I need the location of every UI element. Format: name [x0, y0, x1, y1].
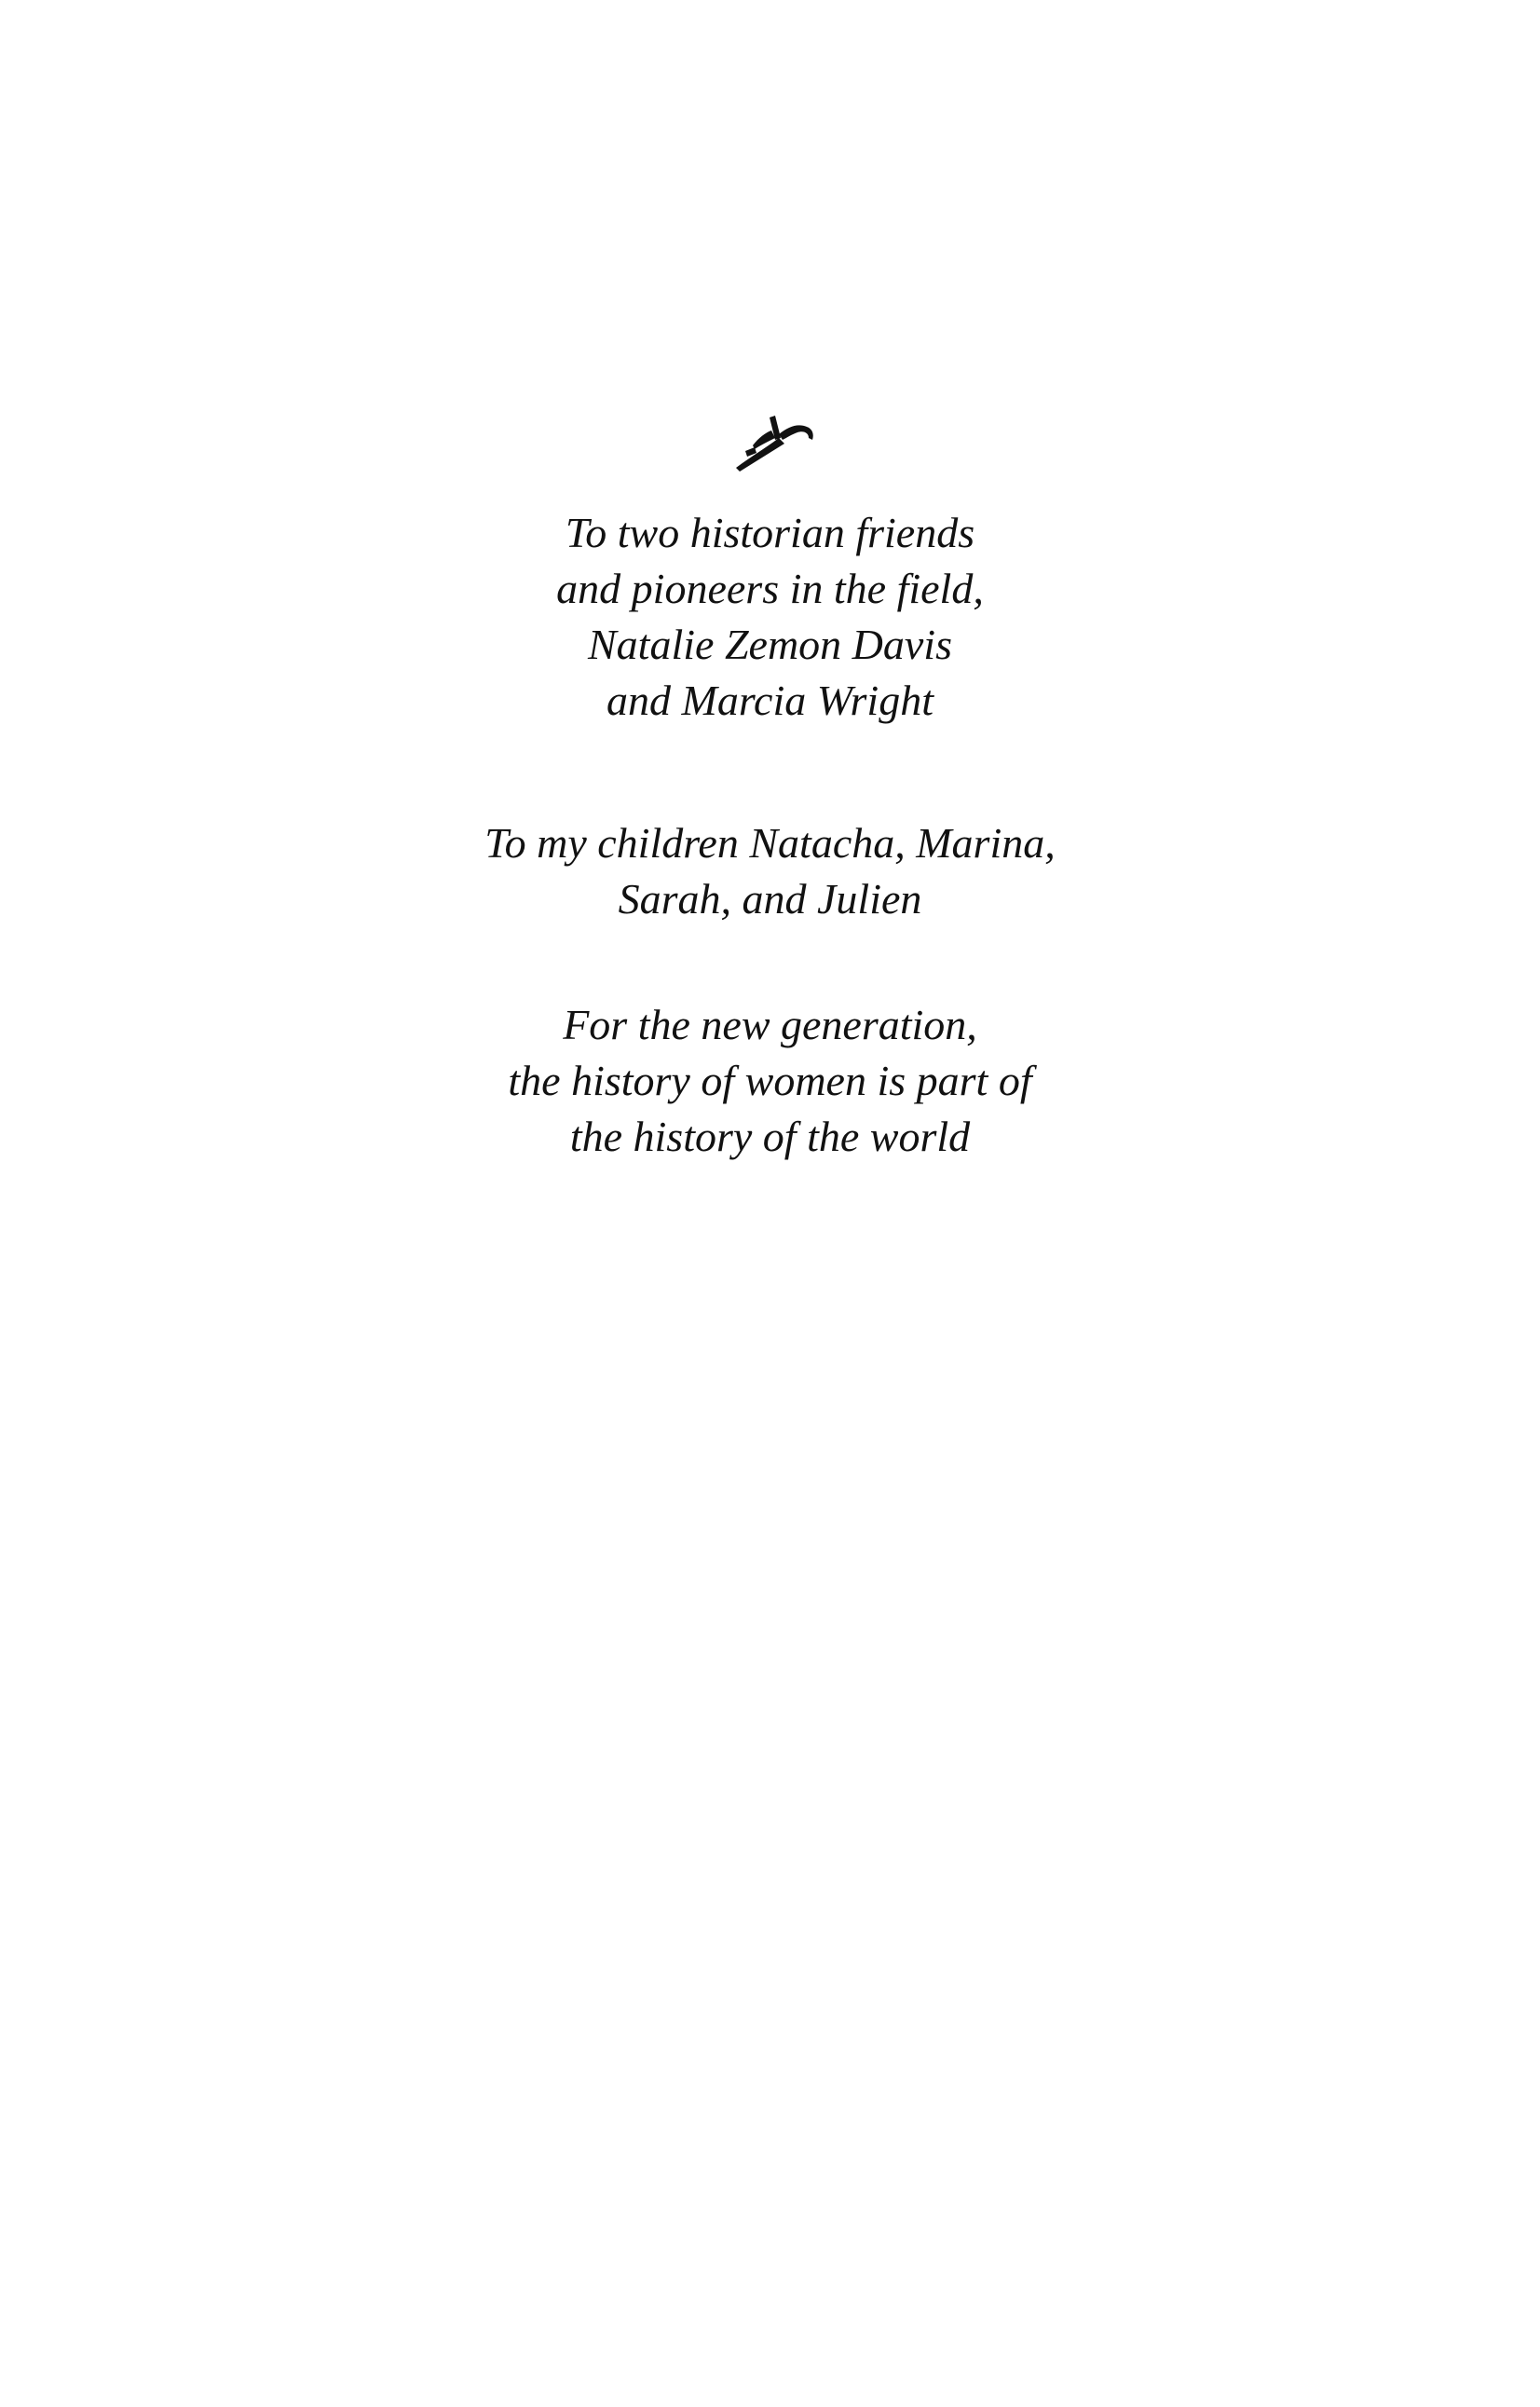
dedication-line: and pioneers in the field,: [556, 565, 984, 612]
dedication-line: the history of women is part of: [508, 1057, 1032, 1104]
dedication-line: To two historian friends: [565, 509, 975, 556]
dedication-line: the history of the world: [569, 1113, 971, 1160]
dedication-stanza-2: [0, 815, 1540, 927]
dedication-line: Sarah, and Julien: [618, 875, 922, 923]
dedication-line: and Marcia Wright: [606, 677, 934, 724]
fleuron-icon: [732, 410, 816, 473]
dedication-stanza-3: [0, 997, 1540, 1165]
dedication-line: Natalie Zemon Davis: [588, 621, 952, 668]
dedication-line: To my children Natacha, Marina,: [484, 819, 1056, 867]
dedication-line: For the new generation,: [563, 1001, 977, 1048]
dedication-stanza-1: [0, 505, 1540, 729]
